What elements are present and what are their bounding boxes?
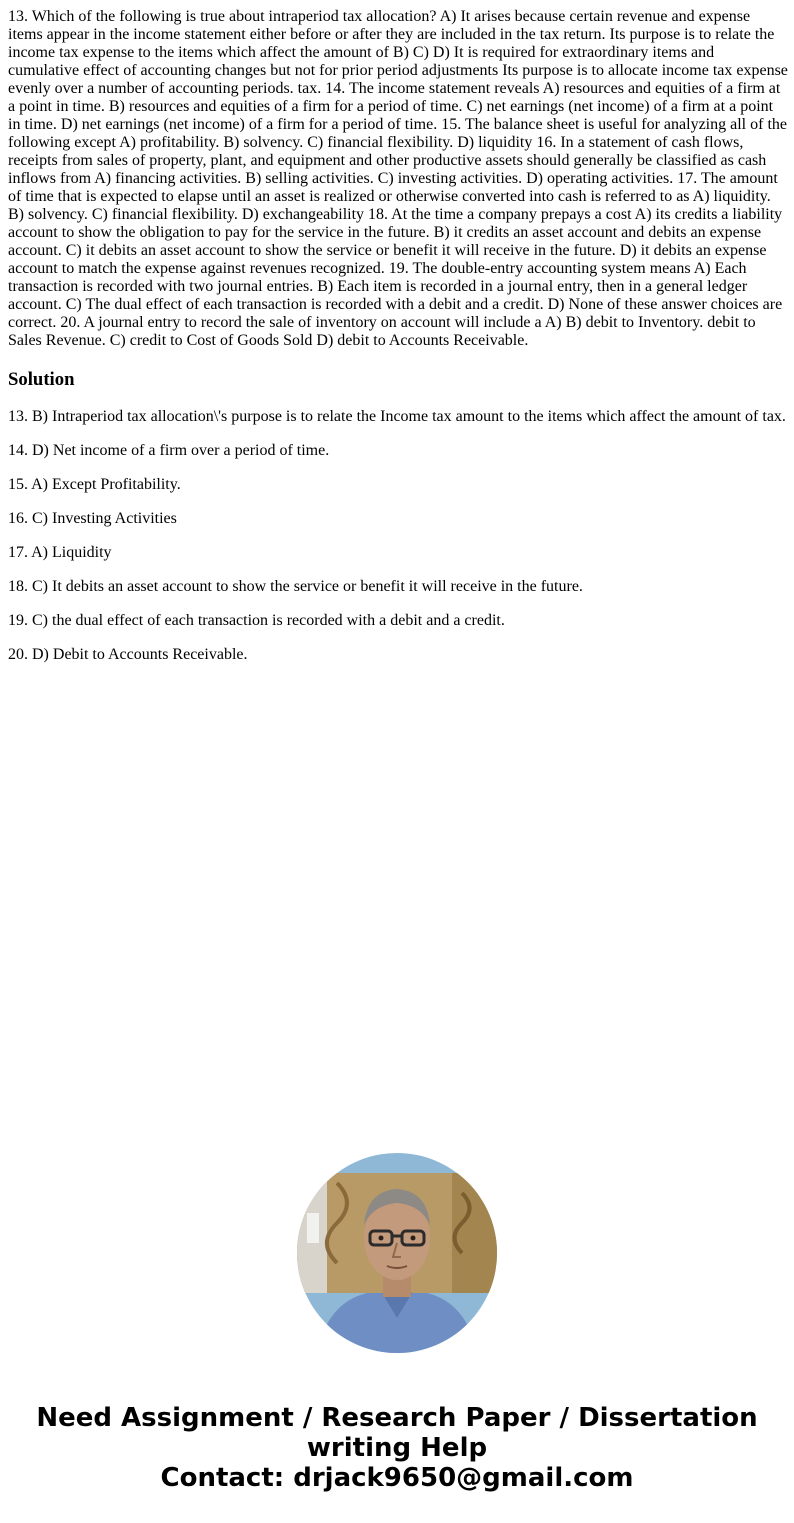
promo-line-1: Need Assignment / Research Paper / Dissertation — [36, 1403, 758, 1433]
answer-17: 17. A) Liquidity — [8, 544, 112, 561]
answer-14: 14. D) Net income of a firm over a period of time. — [8, 442, 330, 459]
answer-16: 16. C) Investing Activities — [8, 510, 177, 527]
promo-banner — [0, 1403, 794, 1493]
answer-15: 15. A) Except Profitability. — [8, 476, 181, 493]
answer-19: 19. C) the dual effect of each transaction is recorded with a debit and a credit. — [8, 612, 505, 629]
answer-20: 20. D) Debit to Accounts Receivable. — [8, 646, 248, 663]
question-text: 13. Which of the following is true about intraperiod tax allocation? A) It arises because certain revenue and expense items appear in the income statement either before or after they are included in the tax return. Its purpose is to relate the income tax expense to the items which affect the amount of B) C) D) It is required for extraordinary items and cumulative effect of accounting changes but not for prior period adjustments Its purpose is to allocate income tax expense evenly over a number of accounting periods. tax. 14. The income statement reveals A) resources and equities of a firm at a point in time. B) resources and equities of a firm for a period of time. C) net earnings (net income) of a firm at a point in time. D) net earnings (net income) of a firm for a period of time. 15. The balance sheet is useful for analyzing all of the following except A) profitability. B) solvency. C) financial flexibility. D) liquidity 16. In a statement of cash flows, receipts from sales of property, plant, and equipment and other productive assets should generally be classified as cash inflows from A) financing activities. B) selling activities. C) investing activities. D) operating activities. 17. The amount of time that is expected to elapse until an asset is realized or otherwise converted into cash is referred to as A) liquidity. B) solvency. C) financial flexibility. D) exchangeability 18. At the time a company prepays a cost A) its credits a liability account to show the obligation to pay for the service in the future. B) it credits an asset account and debits an expense account. C) it debits an asset account to show the service or benefit it will receive in the future. D) it debits an expense account to match the expense against revenues recognized. 19. The double-entry accounting system means A) Each transaction is recorded with two journal entries. B) Each item is recorded in a journal entry, then in a general ledger account. C) The dual effect of each transaction is recorded with a debit and a credit. D) None of these answer choices are correct. 20. A journal entry to record the sale of inventory on account will include a A) B) debit to Inventory. debit to Sales Revenue. C) credit to Cost of Goods Sold D) debit to Accounts Receivable. — [8, 8, 788, 349]
answer-18: 18. C) It debits an asset account to show the service or benefit it will receive in the future. — [8, 578, 583, 595]
answer-13: 13. B) Intraperiod tax allocation\'s purpose is to relate the Income tax amount to the items which affect the amount of tax. — [8, 408, 786, 425]
promo-line-2: writing Help — [306, 1433, 488, 1463]
portrait-icon — [297, 1153, 497, 1353]
solution-heading: Solution — [8, 369, 75, 390]
tutor-avatar — [297, 1153, 497, 1353]
promo-contact: Contact: drjack9650@gmail.com — [160, 1463, 634, 1493]
answer-list — [8, 408, 794, 680]
